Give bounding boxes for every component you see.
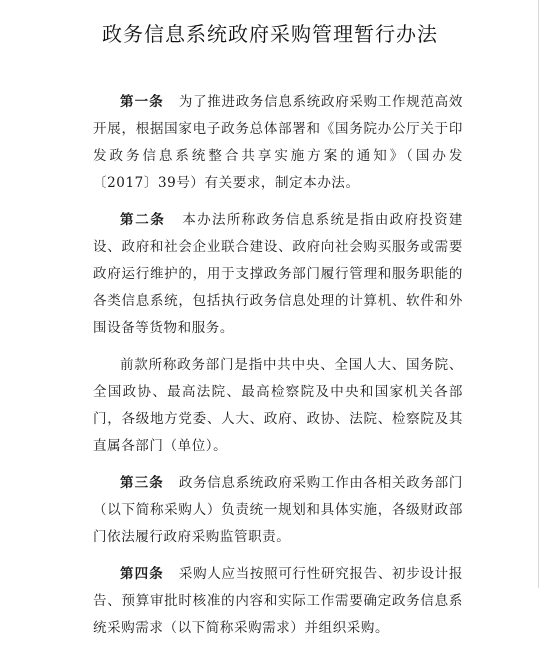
article-number: 第三条 <box>120 475 164 491</box>
article-text: 为了推进政务信息系统政府采购工作规范高效开展，根据国家电子政务总体部署和《国务院办公厅关于印发政务信息系统整合共享实施方案的通知》（国办发〔2017〕39号）有关要求，制定本办法。 <box>93 94 463 191</box>
article-text: 本办法所称政务信息系统是指由政府投资建设、政府和社会企业联合建设、政府向社会购买服务或需要政府运行维护的，用于支撑政务部门履行管理和服务职能的各类信息系统，包括执行政务信息处理的计算机、软件和外围设备等货物和服务。 <box>93 212 464 336</box>
article-paragraph <box>93 89 463 197</box>
article-text: 采购人应当按照可行性研究报告、初步设计报告、预算审批时核准的内容和实际工作需要确定政务信息系统采购需求（以下简称采购需求）并组织采购。 <box>93 566 463 636</box>
article-number: 第四条 <box>120 566 164 582</box>
article-paragraph <box>93 470 463 551</box>
article-text: 前款所称政务部门是指中共中央、全国人大、国务院、全国政协、最高法院、最高检察院及中央和国家机关各部门，各级地方党委、人大、政府、政协、法院、检察院及其直属各部门（单位）。 <box>93 357 463 454</box>
document-title: 政务信息系统政府采购管理暂行办法 <box>102 22 438 46</box>
continuation-paragraph <box>93 352 463 460</box>
article-number: 第二条 <box>120 212 166 228</box>
article-paragraph <box>93 561 463 642</box>
document-body <box>93 89 463 652</box>
article-text: 政务信息系统政府采购工作由各相关政务部门（以下简称采购人）负责统一规划和具体实施，各级财政部门依法履行政府采购监管职责。 <box>93 475 463 545</box>
article-paragraph <box>93 207 463 342</box>
article-number: 第一条 <box>120 94 164 110</box>
